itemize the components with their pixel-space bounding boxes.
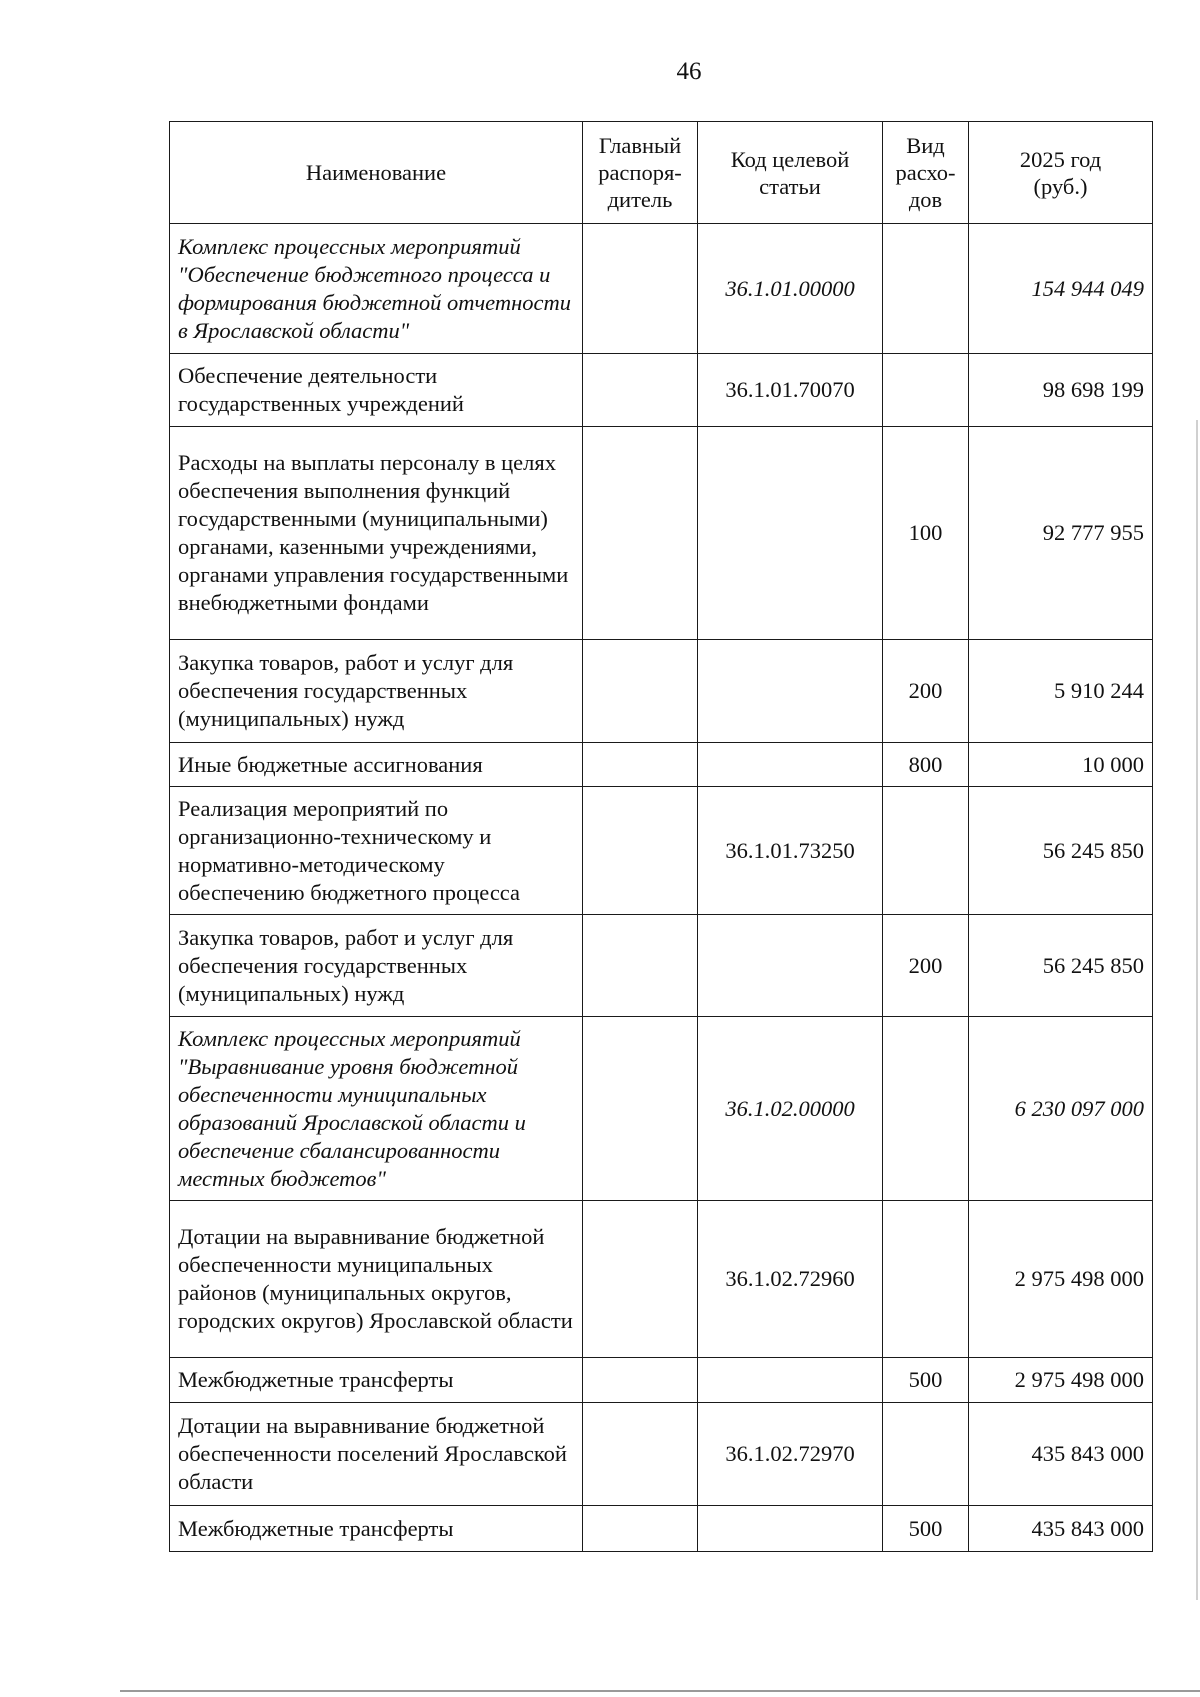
cell-sum: 56 245 850 (969, 915, 1153, 1017)
cell-kind: 500 (883, 1506, 969, 1552)
cell-code: 36.1.01.00000 (698, 224, 883, 354)
cell-admin (583, 224, 698, 354)
cell-code (698, 640, 883, 743)
cell-admin (583, 1506, 698, 1552)
cell-admin (583, 1403, 698, 1506)
table-row (170, 1017, 1153, 1201)
cell-sum: 435 843 000 (969, 1506, 1153, 1552)
cell-name: Межбюджетные трансферты (170, 1358, 583, 1403)
cell-sum: 2 975 498 000 (969, 1358, 1153, 1403)
cell-name: Закупка товаров, работ и услуг для обеспечения государственных (муниципальных) нужд (170, 640, 583, 743)
cell-code (698, 1358, 883, 1403)
cell-admin (583, 640, 698, 743)
cell-kind (883, 224, 969, 354)
header-sum: 2025 год (руб.) (969, 122, 1153, 224)
table-row (170, 427, 1153, 640)
cell-name: Реализация мероприятий по организационно-техническому и нормативно-методическому обеспечению бюджетного процесса (170, 787, 583, 915)
table-row (170, 640, 1153, 743)
cell-code (698, 743, 883, 787)
cell-kind: 800 (883, 743, 969, 787)
cell-kind: 200 (883, 640, 969, 743)
cell-code (698, 1506, 883, 1552)
cell-sum: 92 777 955 (969, 427, 1153, 640)
table-row (170, 354, 1153, 427)
cell-admin (583, 427, 698, 640)
cell-code: 36.1.01.70070 (698, 354, 883, 427)
cell-kind: 500 (883, 1358, 969, 1403)
header-code: Код целевой статьи (698, 122, 883, 224)
cell-name: Комплекс процессных мероприятий "Обеспечение бюджетного процесса и формирования бюджетной отчетности в Ярославской области" (170, 224, 583, 354)
cell-admin (583, 743, 698, 787)
table-row (170, 1358, 1153, 1403)
cell-name: Межбюджетные трансферты (170, 1506, 583, 1552)
table-row (170, 915, 1153, 1017)
header-admin: Главный распоря- дитель (583, 122, 698, 224)
table-body (170, 224, 1153, 1552)
cell-admin (583, 1201, 698, 1358)
cell-name: Иные бюджетные ассигнования (170, 743, 583, 787)
table-row (170, 224, 1153, 354)
budget-table (169, 121, 1153, 1552)
cell-sum: 435 843 000 (969, 1403, 1153, 1506)
cell-admin (583, 1017, 698, 1201)
header-kind: Вид расхо- дов (883, 122, 969, 224)
cell-code: 36.1.02.00000 (698, 1017, 883, 1201)
cell-admin (583, 915, 698, 1017)
scan-edge-right (1196, 420, 1198, 1600)
cell-sum: 10 000 (969, 743, 1153, 787)
cell-kind: 200 (883, 915, 969, 1017)
table-row (170, 1506, 1153, 1552)
cell-admin (583, 787, 698, 915)
header-name: Наименование (170, 122, 583, 224)
cell-admin (583, 354, 698, 427)
cell-kind (883, 787, 969, 915)
table-row (170, 1201, 1153, 1358)
scan-edge-bottom (120, 1690, 1200, 1692)
table-header-row (170, 122, 1153, 224)
cell-sum: 5 910 244 (969, 640, 1153, 743)
cell-sum: 6 230 097 000 (969, 1017, 1153, 1201)
page-number-container (0, 58, 1200, 94)
cell-name: Обеспечение деятельности государственных учреждений (170, 354, 583, 427)
cell-kind: 100 (883, 427, 969, 640)
table-row (170, 1403, 1153, 1506)
cell-code (698, 427, 883, 640)
cell-code (698, 915, 883, 1017)
cell-admin (583, 1358, 698, 1403)
cell-sum: 2 975 498 000 (969, 1201, 1153, 1358)
table-row (170, 743, 1153, 787)
cell-sum: 98 698 199 (969, 354, 1153, 427)
cell-kind (883, 354, 969, 427)
cell-kind (883, 1403, 969, 1506)
page-number: 46 (676, 58, 702, 85)
cell-code: 36.1.02.72960 (698, 1201, 883, 1358)
table-row (170, 787, 1153, 915)
cell-code: 36.1.01.73250 (698, 787, 883, 915)
cell-name: Закупка товаров, работ и услуг для обеспечения государственных (муниципальных) нужд (170, 915, 583, 1017)
cell-kind (883, 1017, 969, 1201)
cell-sum: 154 944 049 (969, 224, 1153, 354)
cell-kind (883, 1201, 969, 1358)
cell-name: Комплекс процессных мероприятий "Выравнивание уровня бюджетной обеспеченности муниципальных образований Ярославской области и обеспечение сбалансированности местных бюджетов" (170, 1017, 583, 1201)
cell-sum: 56 245 850 (969, 787, 1153, 915)
cell-name: Расходы на выплаты персоналу в целях обеспечения выполнения функций государственными (муниципальными) органами, казенными учреждениями, органами управления государственными внебюджетными фондами (170, 427, 583, 640)
cell-name: Дотации на выравнивание бюджетной обеспеченности поселений Ярославской области (170, 1403, 583, 1506)
cell-name: Дотации на выравнивание бюджетной обеспеченности муниципальных районов (муниципальных округов, городских округов) Ярославской области (170, 1201, 583, 1358)
cell-code: 36.1.02.72970 (698, 1403, 883, 1506)
